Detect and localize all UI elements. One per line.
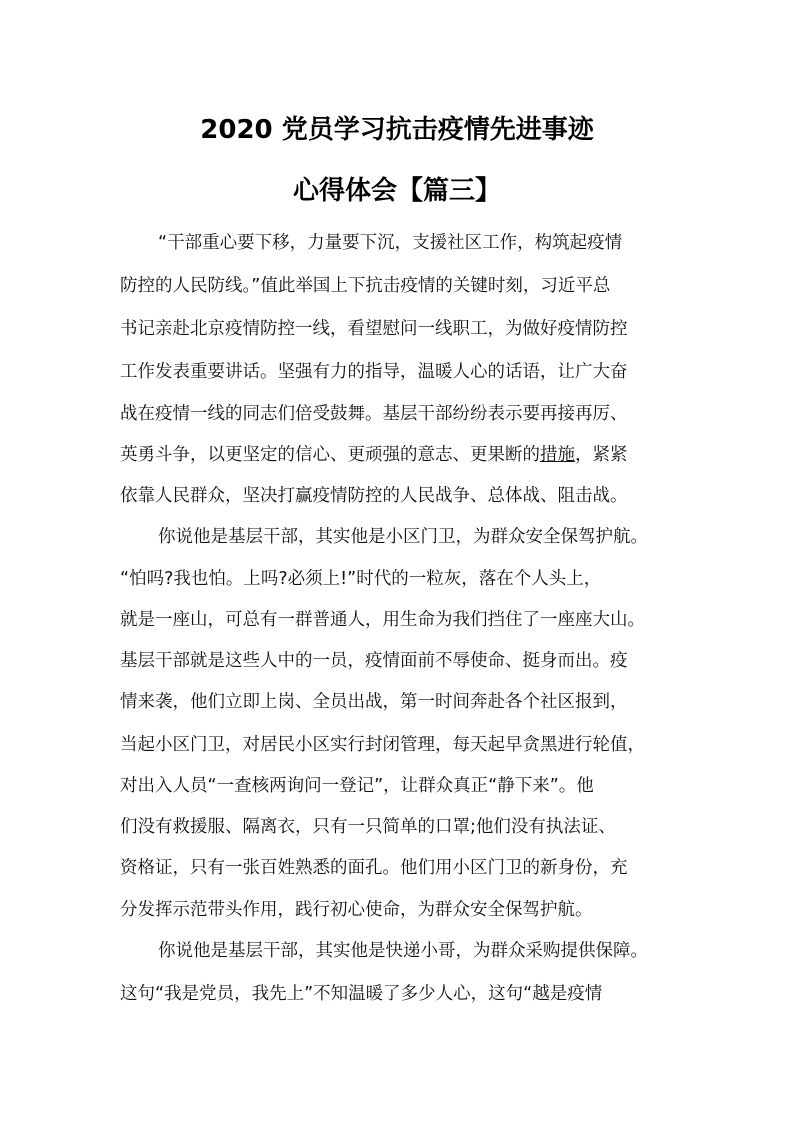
paragraph-line (120, 444, 660, 466)
paragraph-line: 们没有救援服、隔离衣，只有一只简单的口罩;他们没有执法证、 (120, 817, 616, 837)
underlined-word: 措施 (540, 445, 575, 465)
paragraph-line: 就是一座山，可总有一群普通人，用生命为我们挡住了一座座大山。 (120, 610, 645, 630)
line-text: 英勇斗争，以更坚定的信心、更顽强的意志、更果断的 (120, 445, 540, 465)
paragraph-line: 书记亲赴北京疫情防控一线，看望慰问一线职工，为做好疫情防控 (120, 319, 628, 339)
paragraph-line: 资格证，只有一张百姓熟悉的面孔。他们用小区门卫的新身份，充 (120, 858, 628, 878)
paragraph-line: 当起小区门卫，对居民小区实行封闭管理，每天起早贪黑进行轮值， (120, 735, 645, 755)
paragraph-line: “怕吗?我也怕。上吗?必须上!”时代的一粒灰，落在个人头上， (120, 569, 602, 589)
line-text: ，紧紧 (575, 445, 628, 465)
paragraph-line: 依靠人民群众，坚决打赢疫情防控的人民战争、总体战、阻击战。 (120, 486, 628, 506)
paragraph-line: 工作发表重要讲话。坚强有力的指导，温暖人心的话语，让广大奋 (120, 362, 628, 382)
document-title-line-1: 2020 党员学习抗击疫情先进事迹 (200, 115, 594, 145)
document-title-line-2: 心得体会【篇三】 (292, 176, 501, 206)
paragraph-line: 情来袭，他们立即上岗、全员出战，第一时间奔赴各个社区报到， (120, 692, 628, 712)
paragraph-line: 你说他是基层干部，其实他是快递小哥，为群众采购提供保障。 (158, 941, 648, 961)
paragraph-line: 战在疫情一线的同志们倍受鼓舞。基层干部纷纷表示要再接再厉、 (120, 404, 628, 424)
paragraph-line: “干部重心要下移，力量要下沉，支援社区工作，构筑起疫情 (158, 233, 623, 253)
paragraph-line: 这句“我是党员，我先上”不知温暖了多少人心，这句“越是疫情 (120, 984, 603, 1004)
paragraph-line: 分发挥示范带头作用，践行初心使命，为群众安全保驾护航。 (120, 900, 593, 920)
paragraph-line: 基层干部就是这些人中的一员，疫情面前不辱使命、挺身而出。疫 (120, 651, 628, 671)
paragraph-line: 你说他是基层干部，其实他是小区门卫，为群众安全保驾护航。 (158, 527, 648, 547)
paragraph-line: 对出入人员“一查核两询问一登记”，让群众真正“静下来”。他 (120, 776, 594, 796)
paragraph-line: 防控的人民防线。”值此举国上下抗击疫情的关键时刻，习近平总 (120, 276, 611, 296)
